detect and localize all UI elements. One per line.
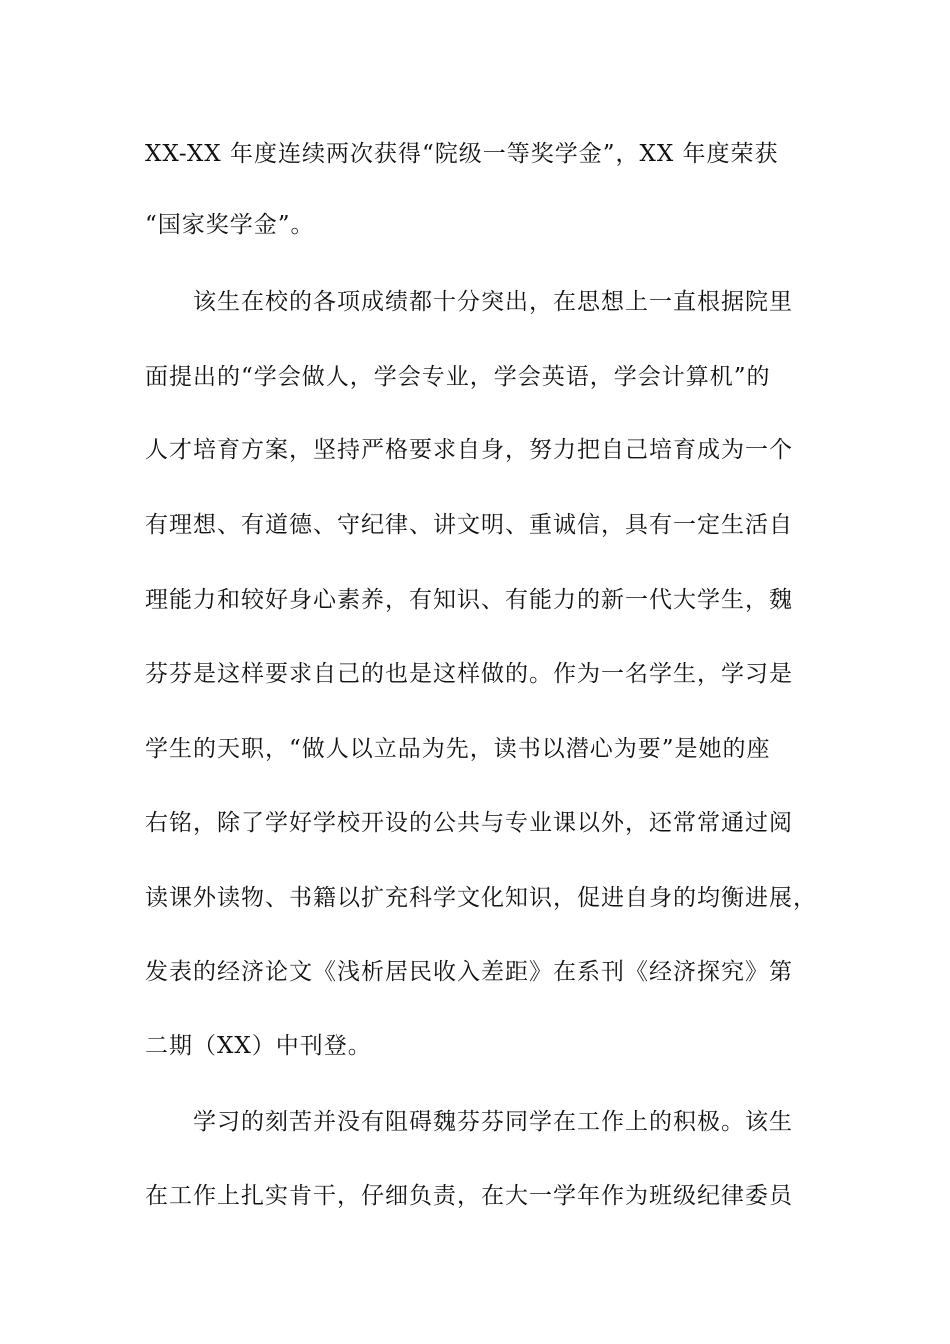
text-line: 芬芬是这样要求自己的也是这样做的。作为一名学生，学习是 <box>145 661 793 687</box>
text-line: 在工作上扎实肯干，仔细负责，在大一学年作为班级纪律委员 <box>145 1183 793 1209</box>
text-line: 有理想、有道德、守纪律、讲文明、重诚信，具有一定生活自 <box>145 512 793 538</box>
text-line: 人才培育方案，坚持严格要求自身，努力把自己培育成为一个 <box>145 437 793 463</box>
paragraph-start-line: 该生在校的各项成绩都十分突出，在思想上一直根据院里 <box>193 289 793 315</box>
text-line: 学生的天职，“做人以立品为先，读书以潜心为要”是她的座 <box>145 736 771 762</box>
text-line: 右铭，除了学好学校开设的公共与专业课以外，还常常通过阅 <box>145 810 793 836</box>
text-line: XX-XX 年度连续两次获得“院级一等奖学金”，XX 年度荣获 <box>145 141 779 167</box>
text-line: 发表的经济论文《浅析居民收入差距》在系刊《经济探究》第 <box>145 959 793 985</box>
text-line: “国家奖学金”。 <box>145 212 315 238</box>
text-line: 二期（XX）中刊登。 <box>145 1033 372 1059</box>
text-line: 面提出的“学会做人，学会专业，学会英语，学会计算机”的 <box>145 364 771 390</box>
text-line: 理能力和较好身心素养，有知识、有能力的新一代大学生，魏 <box>145 587 793 613</box>
paragraph-start-line: 学习的刻苦并没有阻碍魏芬芬同学在工作上的积极。该生 <box>193 1109 793 1135</box>
text-line: 读课外读物、书籍以扩充科学文化知识，促进自身的均衡进展， <box>145 885 817 911</box>
